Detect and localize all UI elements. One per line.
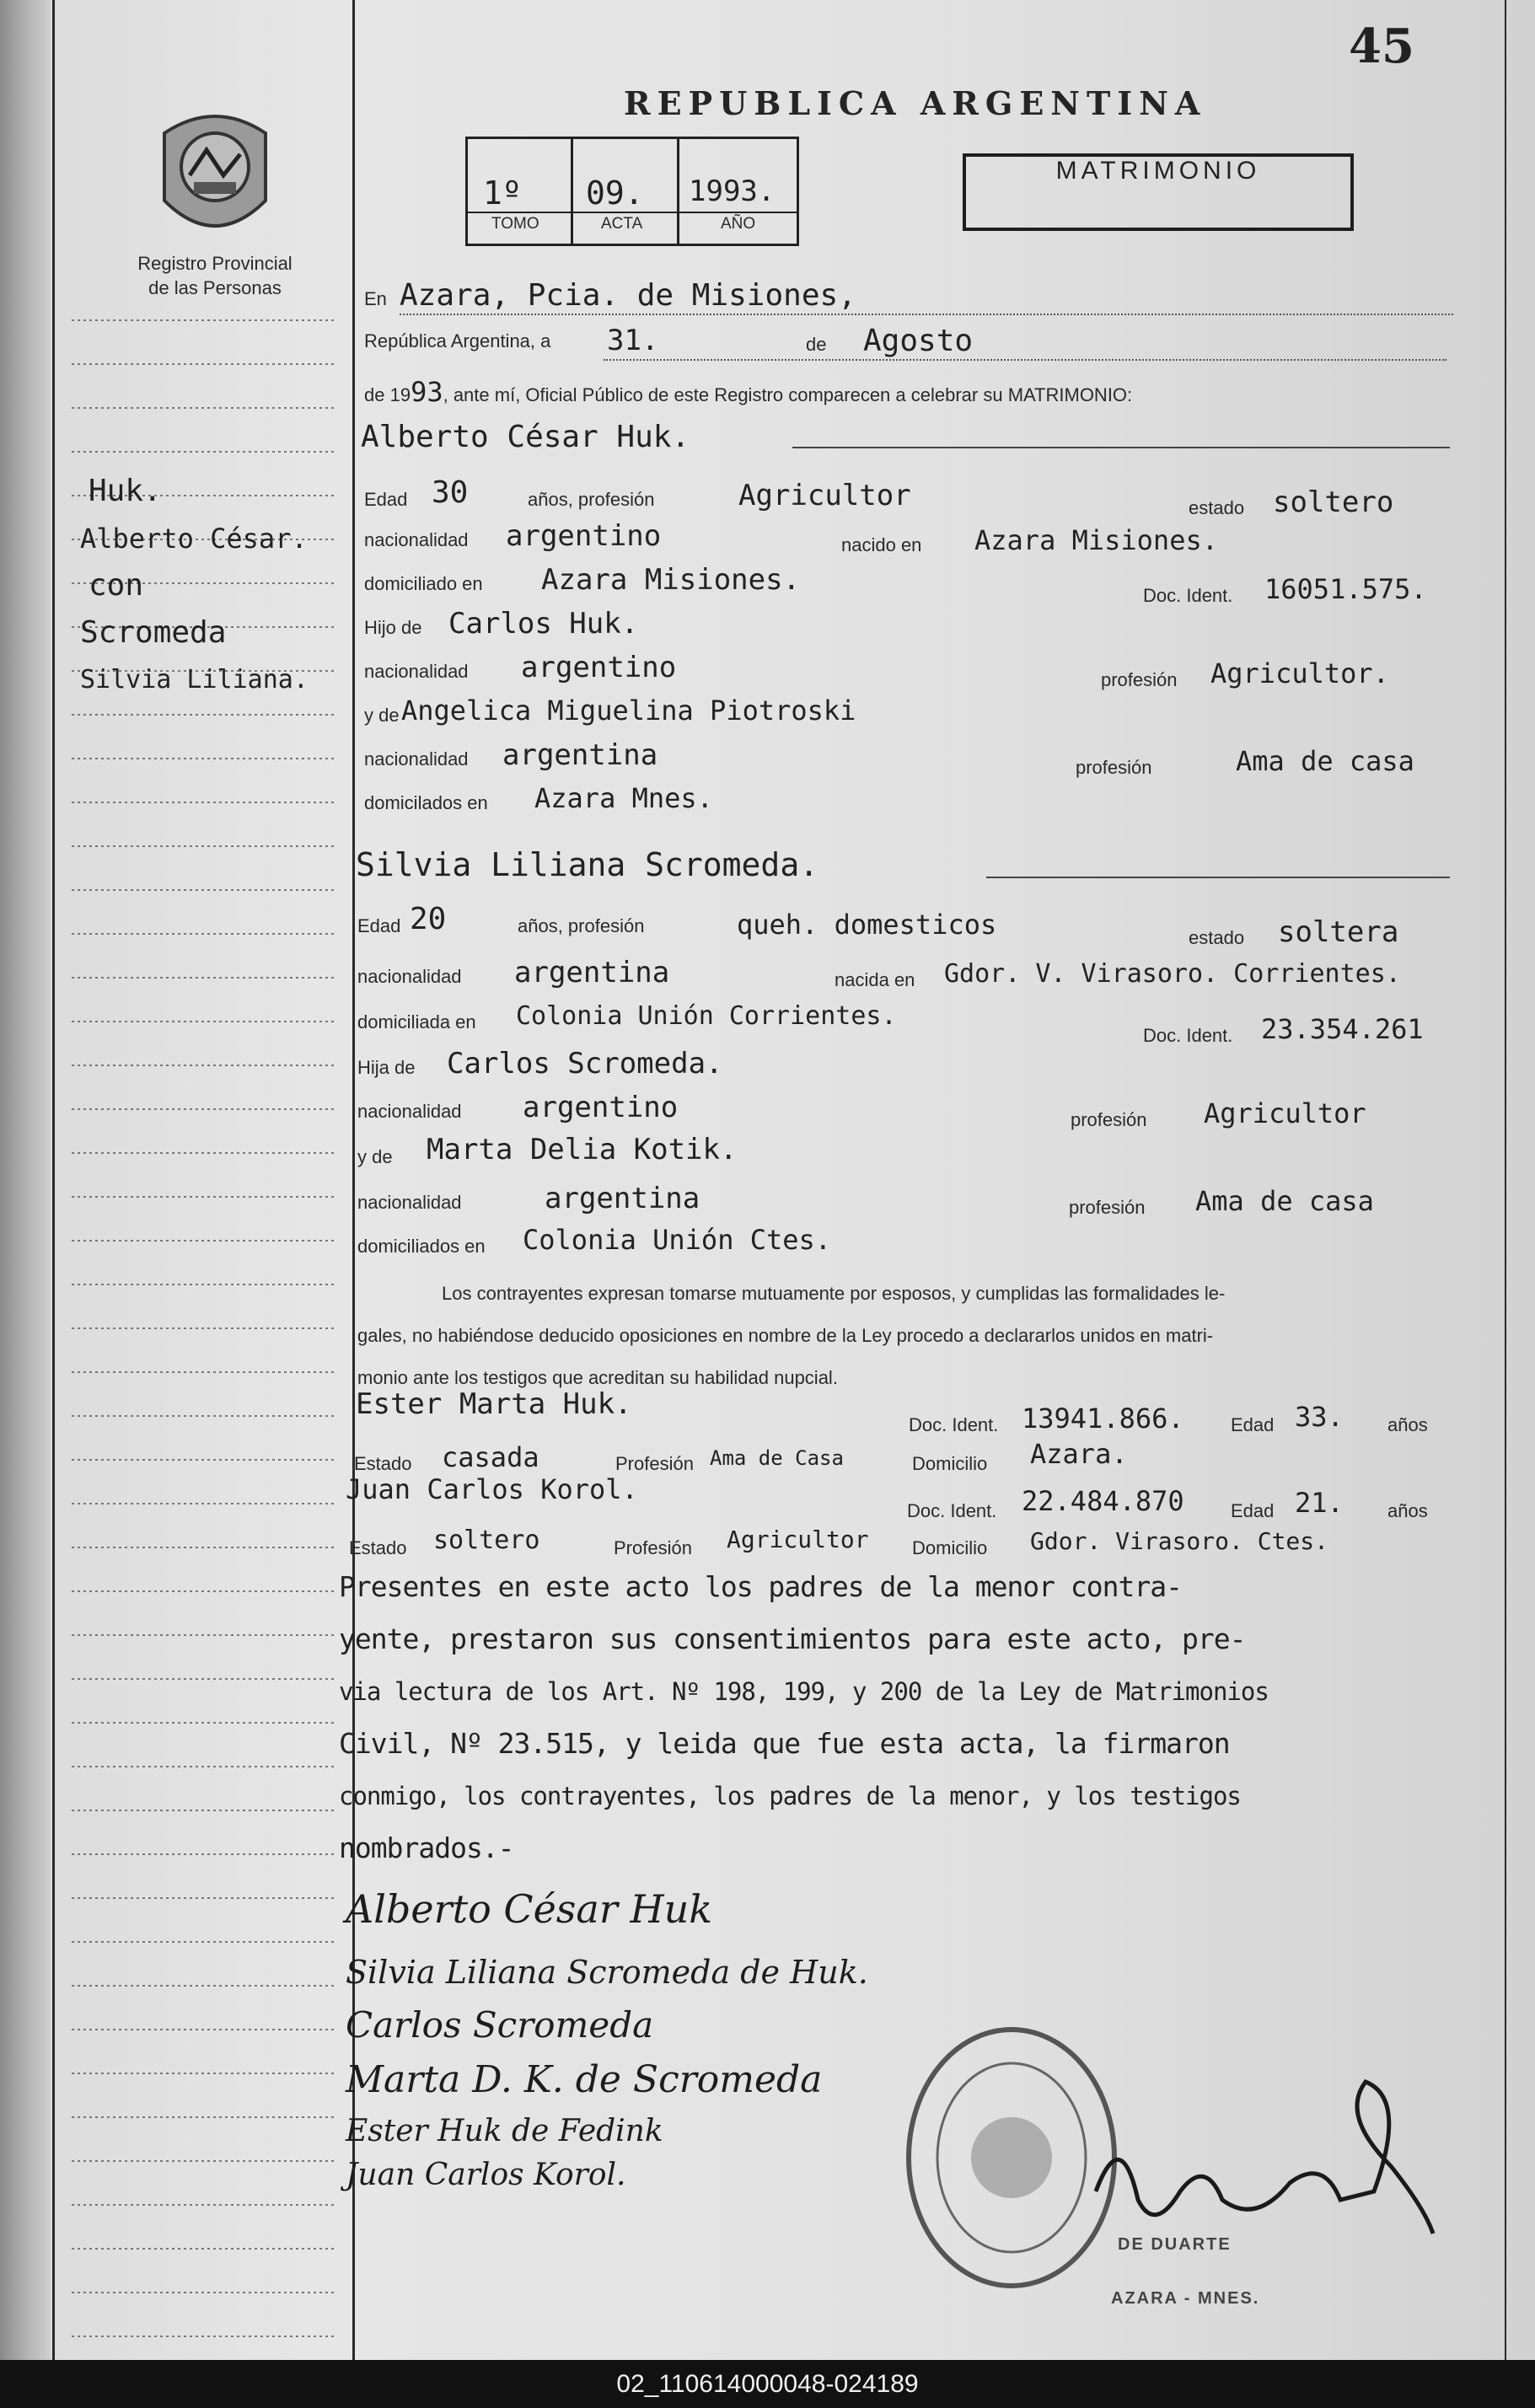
witness1-prof-label: Profesión [615, 1453, 694, 1474]
bride-mother-prof-label: profesión [1069, 1197, 1146, 1218]
registry-label: Registro Provincial de las Personas [137, 253, 293, 298]
witness2-name: Juan Carlos Korol. [346, 1473, 638, 1505]
witness1-dom-label: Domicilio [912, 1453, 988, 1474]
tomo-value: 1º [483, 174, 522, 212]
groom-father-nationality: argentino [521, 651, 677, 684]
signature-witness1: Ester Huk de Fedink [346, 2114, 663, 2148]
groom-nac-label: nacionalidad [364, 529, 469, 550]
signature-witness2: Juan Carlos Korol. [346, 2158, 626, 2192]
bride-anos-label: años, profesión [518, 915, 645, 936]
margin-note [80, 468, 309, 704]
witness2-doc: 22.484.870 [1022, 1485, 1184, 1517]
witness1-name: Ester Marta Huk. [356, 1387, 632, 1421]
bride-father: Carlos Scromeda. [447, 1047, 723, 1081]
intro-line3 [364, 376, 1132, 408]
bride-mother-profession: Ama de casa [1195, 1185, 1374, 1217]
groom-anos-label: años, profesión [528, 489, 655, 510]
bride-edad-label: Edad [357, 915, 401, 936]
bride-doc-label: Doc. Ident. [1143, 1025, 1233, 1046]
witness1-doc-label: Doc. Ident. [909, 1414, 999, 1435]
bride-name: Silvia Liliana Scromeda. [356, 846, 819, 883]
bride-profession: queh. domesticos [737, 909, 997, 941]
stamp-text-1: DE DUARTE [1118, 2235, 1232, 2254]
notes-line: yente, prestaron sus consentimientos para este acto, pre- [339, 1622, 1246, 1655]
bride-father-profession: Agricultor [1204, 1097, 1366, 1129]
bride-domicile: Colonia Unión Corrientes. [516, 1001, 897, 1031]
witness2-prof-label: Profesión [614, 1537, 692, 1558]
groom-domicile: Azara Misiones. [541, 563, 801, 597]
groom-mother: Angelica Miguelina Piotroski [401, 695, 856, 727]
bride-born: Gdor. V. Virasoro. Corrientes. [944, 959, 1401, 989]
groom-age: 30 [432, 475, 469, 510]
groom-yde-label: y de [364, 705, 400, 726]
notes-line: Civil, Nº 23.515, y leida que fue esta acta, la firmaron [339, 1727, 1230, 1760]
witness2-estado: soltero [433, 1526, 540, 1555]
groom-father-prof-label: profesión [1101, 669, 1178, 690]
groom-born: Azara Misiones. [974, 524, 1218, 556]
bride-mother-nac-label: nacionalidad [357, 1192, 462, 1213]
notes-block [339, 1561, 1468, 1874]
tomo-label: TOMO [491, 215, 539, 233]
bride-mother: Marta Delia Kotik. [427, 1133, 738, 1166]
bride-age: 20 [410, 902, 447, 936]
bride-hija-label: Hija de [357, 1057, 416, 1078]
groom-estado: soltero [1273, 485, 1394, 519]
signature-bride: Silvia Liliana Scromeda de Huk. [346, 1954, 868, 1991]
act-type-box: MATRIMONIO [963, 153, 1354, 231]
province-seal-icon [156, 108, 274, 243]
bride-father-prof-label: profesión [1071, 1109, 1147, 1130]
tomo-acta-box [465, 137, 799, 246]
de-label: de [806, 334, 827, 355]
witness2-anos: años [1387, 1500, 1428, 1521]
witness1-edad-label: Edad [1231, 1414, 1275, 1435]
witness1-domicile: Azara. [1030, 1438, 1128, 1470]
signature-bride-father: Carlos Scromeda [346, 2004, 654, 2046]
declaration-line: Los contrayentes expresan tomarse mutuamente por esposos, y cumplidas las formalidades le- [442, 1283, 1226, 1304]
margin-note-line: con [89, 568, 144, 603]
witness1-anos: años [1387, 1414, 1428, 1435]
witness2-doc-label: Doc. Ident. [907, 1500, 997, 1521]
notes-line: via lectura de los Art. Nº 198, 199, y 200 de la Ley de Matrimonios [339, 1677, 1269, 1706]
witness2-age: 21. [1295, 1487, 1344, 1519]
stamp-text-2: AZARA - MNES. [1111, 2289, 1260, 2308]
year-value: 93 [411, 376, 443, 408]
bride-nacida-label: nacida en [835, 969, 915, 990]
bride-dom-label: domiciliada en [357, 1011, 476, 1032]
witness1-estado-label: Estado [354, 1453, 412, 1474]
notes-line: Presentes en este acto los padres de la menor contra- [339, 1570, 1182, 1603]
groom-estado-label: estado [1189, 497, 1245, 518]
witness1-estado: casada [442, 1441, 539, 1473]
witness1-profession: Ama de Casa [710, 1446, 844, 1470]
groom-edad-label: Edad [364, 489, 408, 510]
groom-parents-domicile: Azara Mnes. [534, 782, 713, 814]
bride-nac-label: nacionalidad [357, 966, 462, 987]
notes-line: nombrados.- [339, 1831, 514, 1864]
bride-nationality: argentina [514, 956, 670, 989]
signature-groom: Alberto César Huk [346, 1886, 713, 1932]
bride-estado-label: estado [1189, 927, 1245, 948]
witness2-domicile: Gdor. Virasoro. Ctes. [1030, 1527, 1329, 1555]
groom-profession: Agricultor [738, 479, 911, 512]
witness1-doc: 13941.866. [1022, 1402, 1184, 1435]
bride-doms-label: domiciliados en [357, 1236, 486, 1257]
margin-note-line: Silvia Liliana. [80, 665, 309, 695]
witness2-dom-label: Domicilio [912, 1537, 988, 1558]
bride-parents-domicile: Colonia Unión Ctes. [523, 1224, 832, 1256]
page-number: 45 [1349, 19, 1414, 74]
groom-doms-label: domicilados en [364, 792, 488, 813]
margin-note-line: Scromeda [80, 615, 227, 650]
groom-nationality: argentino [506, 519, 662, 553]
place-value: Azara, Pcia. de Misiones, [400, 278, 856, 313]
declaration-line: monio ante los testigos que acreditan su habilidad nupcial. [357, 1367, 838, 1388]
groom-mother-prof-label: profesión [1076, 757, 1152, 778]
signature-bride-mother: Marta D. K. de Scromeda [346, 2058, 823, 2101]
bride-doc: 23.354.261 [1261, 1013, 1424, 1045]
declaration-text [357, 1273, 1445, 1399]
groom-name: Alberto César Huk. [361, 420, 690, 454]
groom-father: Carlos Huk. [448, 607, 639, 641]
margin-note-line: Alberto César. [80, 523, 308, 555]
official-signature-icon [1087, 2065, 1441, 2259]
acta-value: 09. [586, 174, 644, 212]
month-value: Agosto [863, 324, 974, 358]
en-label: En [364, 288, 387, 309]
bride-yde-label: y de [357, 1146, 393, 1167]
witness2-estado-label: Estado [349, 1537, 407, 1558]
bride-father-nationality: argentino [523, 1091, 679, 1124]
ano-label: AÑO [721, 215, 756, 233]
scan-id-footer: 02_110614000048-024189 [0, 2360, 1535, 2408]
bride-mother-nationality: argentina [545, 1182, 700, 1215]
groom-mother-nac-label: nacionalidad [364, 748, 469, 770]
republica-label: República Argentina, a [364, 330, 551, 351]
witness2-profession: Agricultor [727, 1526, 869, 1553]
groom-mother-profession: Ama de casa [1236, 745, 1414, 777]
groom-father-profession: Agricultor. [1210, 657, 1389, 689]
ano-value: 1993. [689, 174, 776, 208]
groom-hijo-label: Hijo de [364, 617, 422, 638]
comparecen-text: , ante mí, Oficial Público de este Registro comparecen a celebrar su MATRIMONIO: [443, 384, 1133, 405]
witness2-edad-label: Edad [1231, 1500, 1275, 1521]
groom-nacido-label: nacido en [841, 534, 922, 555]
witness1-age: 33. [1295, 1401, 1344, 1433]
day-value: 31. [607, 324, 659, 357]
year-prefix: de 19 [364, 384, 411, 405]
declaration-line: gales, no habiéndose deducido oposiciones en nombre de la Ley procedo a declararlos unidos en matri- [357, 1325, 1214, 1346]
groom-doc: 16051.575. [1264, 573, 1427, 605]
groom-dom-label: domiciliado en [364, 573, 483, 594]
bride-father-nac-label: nacionalidad [357, 1101, 462, 1122]
margin-note-line: Huk. [89, 474, 162, 508]
country-title: REPUBLICA ARGENTINA [624, 84, 1207, 122]
groom-mother-nationality: argentina [502, 738, 658, 772]
groom-doc-label: Doc. Ident. [1143, 585, 1233, 606]
bride-estado: soltera [1278, 915, 1399, 949]
notes-line: conmigo, los contrayentes, los padres de la menor, y los testigos [339, 1782, 1241, 1810]
groom-father-nac-label: nacionalidad [364, 661, 469, 682]
acta-label: ACTA [601, 215, 643, 233]
